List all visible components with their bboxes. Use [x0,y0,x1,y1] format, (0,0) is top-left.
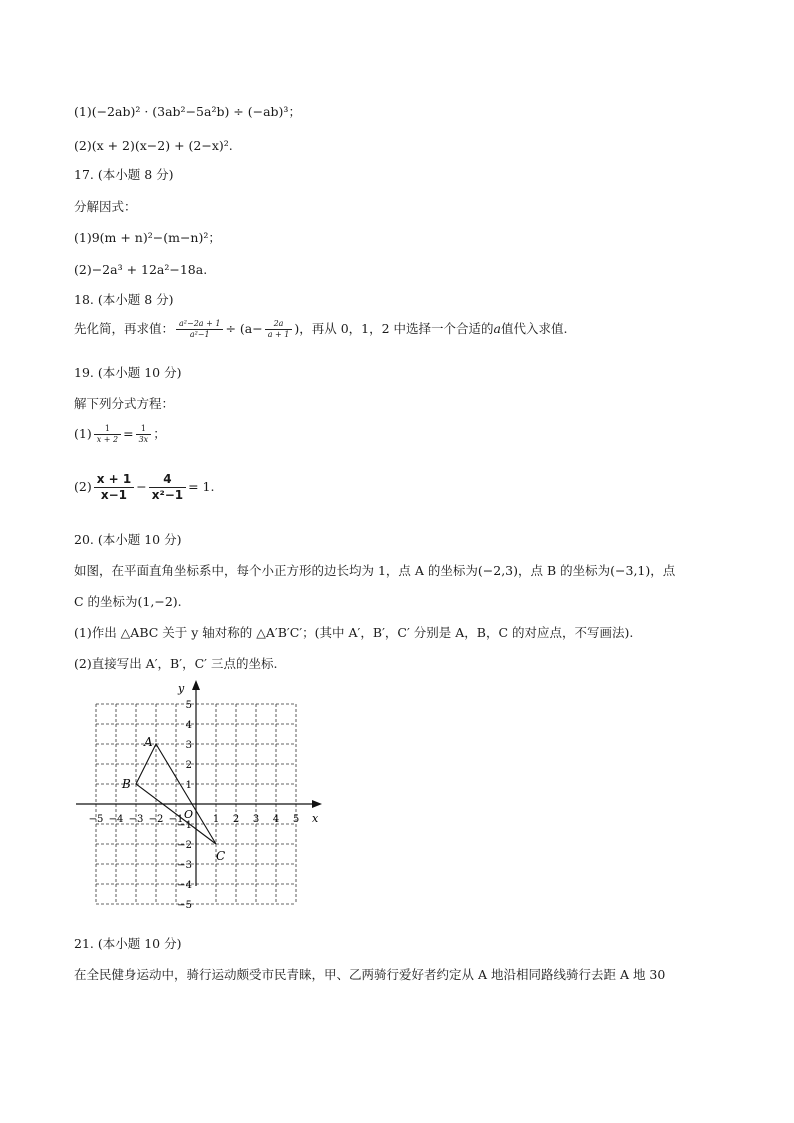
p18-mid: ÷ (a− [225,321,263,336]
p19-item1-rden: 3x [138,435,149,444]
p18-suffix: )，再从 0，1，2 中选择一个合适的 [294,321,494,336]
axes [76,680,322,886]
x-tick-label: −5 [88,814,104,825]
tick-labels [89,700,300,911]
x-tick-label: −4 [108,814,124,825]
p19-item2 [74,472,214,503]
p19-item2-lnum: x + 1 [94,472,135,488]
p17-item1: (1)9(m + n)²−(m−n)²； [74,230,221,245]
p19-item1-left-fraction [94,424,121,445]
p21-header: 21. (本小题 10 分) [74,936,182,951]
p19-item1-eq: = [123,426,134,441]
y-tick-label: 4 [185,720,192,731]
p16-item2: (2)(x + 2)(x−2) + (2−x)². [74,138,233,153]
p19-item1 [74,424,166,445]
p18-frac1-den: a²−1 [189,330,210,339]
p17-instruction: 分解因式： [74,199,137,214]
p19-item2-lden: x−1 [100,488,128,502]
p18-suffix2: 值代入求值. [500,321,568,336]
p19-item2-rnum: 4 [149,472,186,488]
p19-item2-minus: − [136,479,147,494]
p19-item1-rnum: 1 [136,424,152,435]
p20-item2: (2)直接写出 A′，B′，C′ 三点的坐标. [74,656,278,671]
y-axis-arrow [192,680,200,690]
p18-fraction-2 [265,319,293,340]
p18-fraction-1 [176,319,223,340]
p19-item2-label: (2) [74,479,92,494]
x-axis-arrow [312,800,322,808]
p18-frac2-num: 2a [265,319,293,330]
p18-text [74,319,567,340]
y-axis-label: y [178,682,185,695]
x-tick-label: −1 [168,814,184,825]
p20-text2: C 的坐标为(1,−2). [74,594,182,609]
y-tick-label: 1 [185,780,192,791]
y-tick-label: 5 [185,700,192,711]
y-tick-label: −3 [177,860,192,871]
p20-header: 20. (本小题 10 分) [74,532,182,547]
p19-instruction: 解下列分式方程： [74,396,175,411]
p17-item2: (2)−2a³ + 12a²−18a. [74,262,208,277]
x-tick-label: 2 [232,814,240,825]
coordinate-grid-figure [70,676,330,926]
point-label-c: C [216,849,226,863]
x-tick-label: 5 [292,814,300,825]
point-label-a: A [144,735,153,749]
p19-item1-lden: x + 2 [96,435,119,444]
p17-header: 17. (本小题 8 分) [74,167,174,182]
p19-item1-end: ； [153,426,166,441]
p20-item1: (1)作出 △ABC 关于 y 轴对称的 △A′B′C′；(其中 A′，B′，C′ 分别是 A，B，C 的对应点，不写画法). [74,625,634,640]
p21-text1: 在全民健身运动中，骑行运动颇受市民青睐，甲、乙两骑行爱好者约定从 A 地沿相同路线骑行去距 A 地 30 [74,967,666,982]
p19-item1-lnum: 1 [94,424,121,435]
y-tick-label: 3 [185,740,192,751]
p18-prefix: 先化简，再求值： [74,321,175,336]
p19-item1-label: (1) [74,426,92,441]
p19-item2-rden: x²−1 [151,488,184,502]
p19-item2-left-fraction [94,472,135,503]
y-tick-label: −4 [177,880,192,891]
p19-item2-right-fraction [149,472,186,503]
y-tick-label: 2 [185,760,192,771]
y-tick-label: −1 [177,820,192,831]
point-label-b: B [122,777,131,791]
p19-item1-right-fraction [136,424,152,445]
p19-item2-end: = 1. [188,479,215,494]
p16-item1: (1)(−2ab)² · (3ab²−5a²b) ÷ (−ab)³； [74,104,301,119]
p18-frac1-num: a²−2a + 1 [176,319,223,330]
x-tick-label: 4 [272,814,280,825]
x-tick-label: −2 [148,814,164,825]
x-tick-label: −3 [128,814,144,825]
y-tick-label: −5 [177,900,192,911]
origin-label: O [184,808,194,821]
p20-text1: 如图，在平面直角坐标系中，每个小正方形的边长均为 1，点 A 的坐标为(−2,3)，点 B 的坐标为(−3,1)，点 [74,563,676,578]
p18-var-a: a [493,321,501,336]
p18-header: 18. (本小题 8 分) [74,292,174,307]
x-tick-label: 1 [212,814,220,825]
x-tick-label: 3 [252,814,260,825]
p19-header: 19. (本小题 10 分) [74,365,182,380]
x-axis-label: x [312,812,319,825]
y-tick-label: −2 [177,840,192,851]
p18-frac2-den: a + 1 [267,330,290,339]
